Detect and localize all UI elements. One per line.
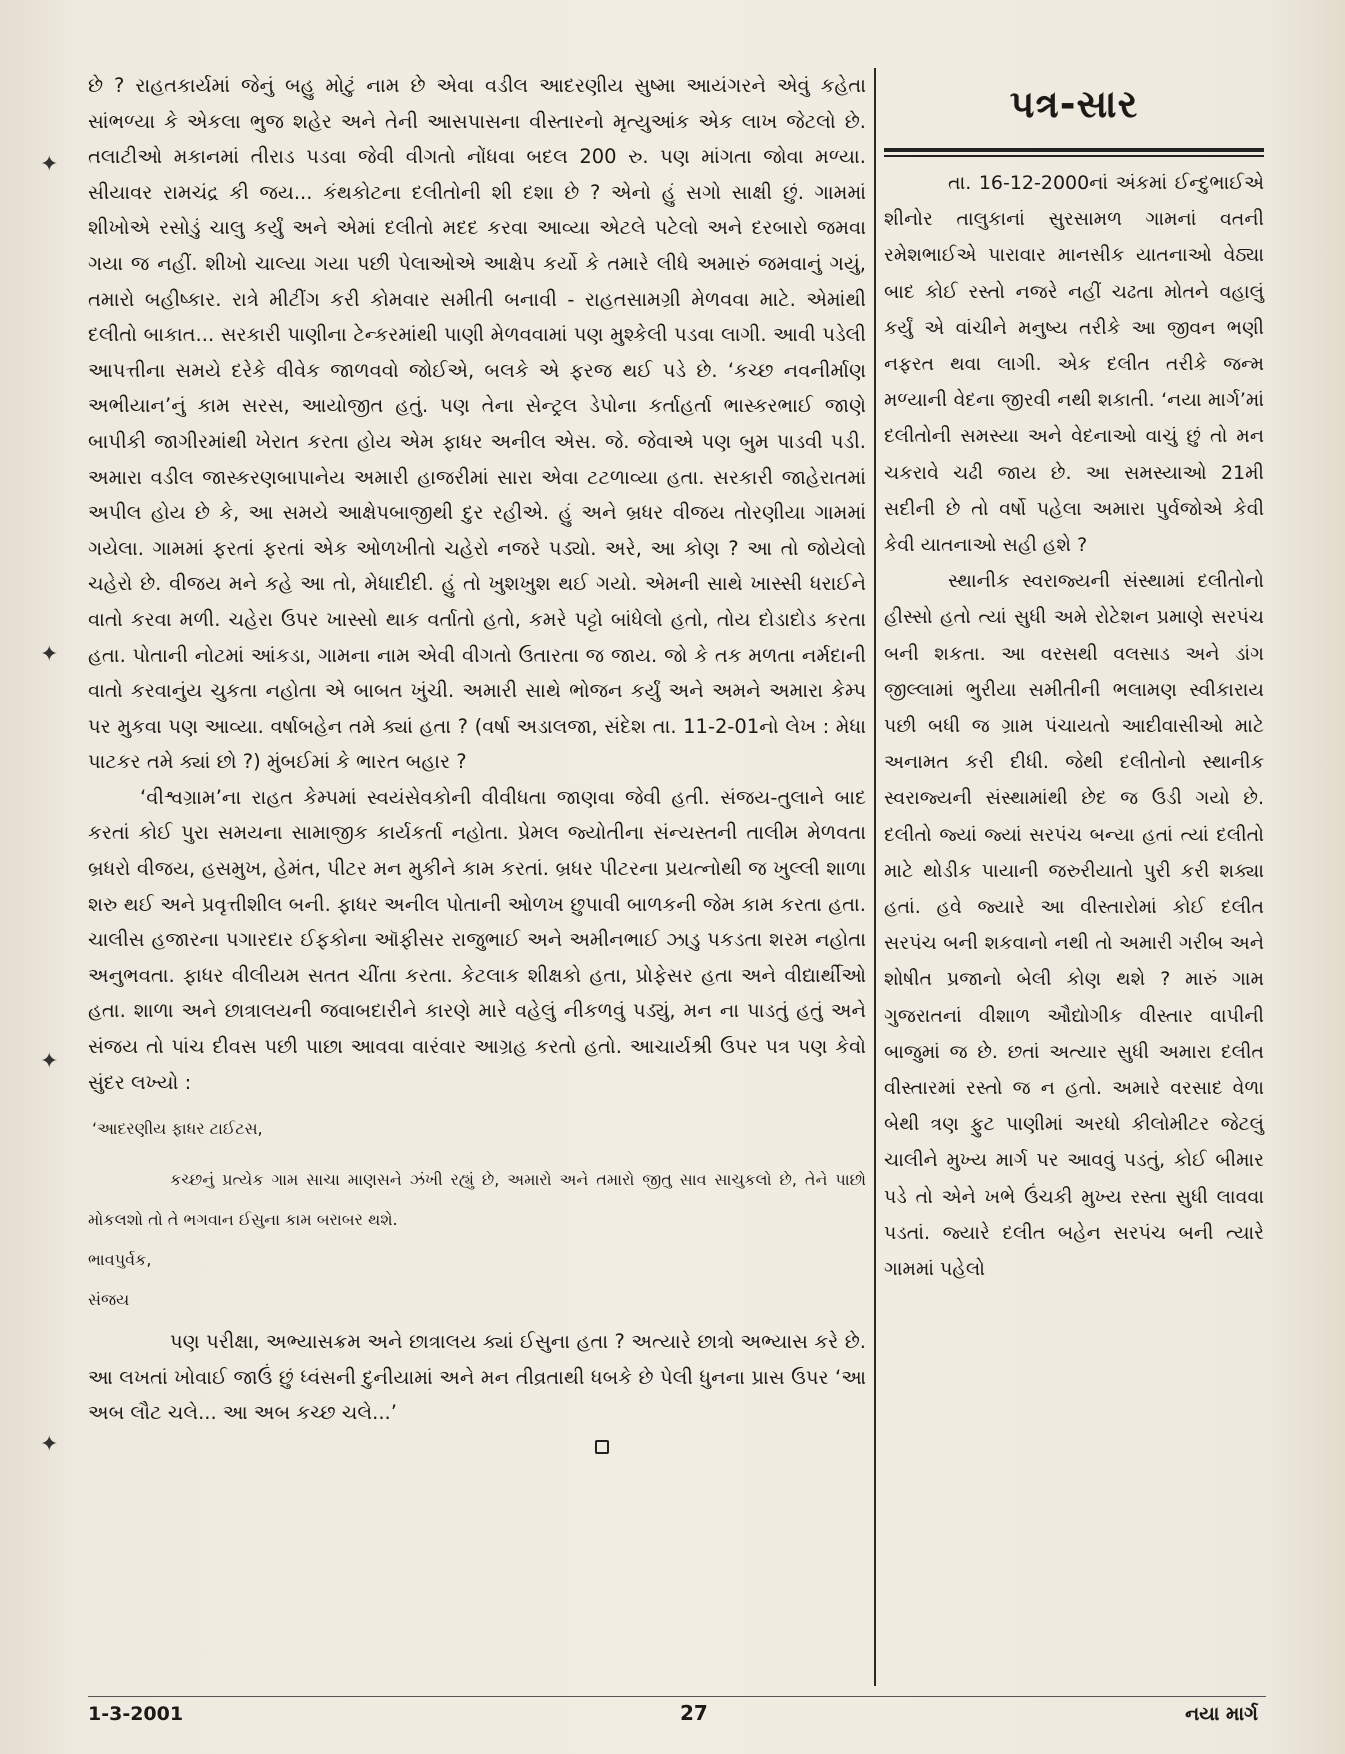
article-paragraph: ‘વીશ્વગ્રામ’ના રાહત કેમ્પમાં સ્વયંસેવકોની વીવીધતા જાણવા જેવી હતી. સંજય-તુલાને બાદ કરતાં કોઈ પુરા સમયના સામાજીક કાર્યકર્તા નહોતા. પ્રેમલ જ્યોતીના સંન્યસ્તની તાલીમ મેળવતા બ્રધરો વીજય, હસમુખ, હેમંત, પીટર મન મુકીને કામ કરતાં. બ્રધર પીટરના પ્રયત્નોથી જ ખુલ્લી શાળા શરુ થઈ અને પ્રવૃત્તીશીલ બની. ફાધર અનીલ પોતાની ઓળખ છુપાવી બાળકની જેમ કામ કરતા હતા. ચાલીસ હજારના પગારદાર ઈફકોના ઑફીસર રાજુભાઈ અને અમીનભાઈ ઝાડુ પકડતા શરમ નહોતા અનુભવતા. ફાધર વીલીયમ સતત ચીંતા કરતા. કેટલાક શીક્ષકો હતા, પ્રોફેસર હતા અને વીદ્યાર્થીઓ હતા. શાળા અને છાત્રાલયની જવાબદારીને કારણે મારે વહેલું નીકળવું પડ્યું, મન ના પાડતું હતું અને સંજય તો પાંચ દીવસ પછી પાછા આવવા વારંવાર આગ્રહ કરતો હતો. આચાર્યશ્રી ઉપર પત્ર પણ કેવો સુંદર લખ્યો :: [88, 785, 866, 1094]
title-rule: [884, 148, 1264, 152]
letter-salutation: ‘આદરણીય ફાધર ટાઈટસ,: [92, 1119, 263, 1139]
sidebar-column: [884, 68, 1264, 1287]
article-column: [88, 68, 866, 1459]
binding-hole-mark: ✦: [40, 1049, 59, 1074]
sidebar-title: પત્ર-સાર: [1009, 82, 1139, 126]
title-rule: [884, 155, 1264, 157]
binding-hole-mark: ✦: [40, 1432, 59, 1457]
letter-paragraph: સ્થાનીક સ્વરાજ્યની સંસ્થામાં દલીતોનો હીસ્સો હતો ત્યાં સુધી અમે રોટેશન પ્રમાણે સરપંચ બની શકતા. આ વરસથી વલસાડ અને ડાંગ જીલ્લામાં ભુરીયા સમીતીની ભલામણ સ્વીકારાય પછી બધી જ ગ્રામ પંચાયતો આદીવાસીઓ માટે અનામત કરી દીધી. જેથી દલીતોનો સ્થાનીક સ્વરાજ્યની સંસ્થામાંથી છેદ જ ઉડી ગયો છે. દલીતો જ્યાં જ્યાં સરપંચ બન્યા હતાં ત્યાં દલીતો માટે થોડીક પાયાની જરુરીયાતો પુરી કરી શક્યા હતાં. હવે જ્યારે આ વીસ્તારોમાં કોઈ દલીત સરપંચ બની શકવાનો નથી તો અમારી ગરીબ અને શોષીત પ્રજાનો બેલી કોણ થશે ? મારું ગામ ગુજરાતનાં વીશાળ ઔદ્યોગીક વીસ્તાર વાપીની બાજુમાં જ છે. છતાં અત્યાર સુધી અમારા દલીત વીસ્તારમાં રસ્તો જ ન હતો. અમારે વરસાદ વેળા બેથી ત્રણ ફુટ પાણીમાં અરધો કીલોમીટર જેટલું ચાલીને મુખ્ય માર્ગ પર આવવું પડતું, કોઈ બીમાર પડે તો એને ખભે ઉંચકી મુખ્ય રસ્તા સુધી લાવવા પડતાં. જ્યારે દલીત બહેન સરપંચ બની ત્યારે ગામમાં પહેલો: [884, 570, 1264, 1281]
letter-body: કચ્છનું પ્રત્યેક ગામ સાચા માણસને ઝંખી રહ્યું છે, અમારો અને તમારો જીતુ સાવ સાચુકલો છે, તેને પાછો મોકલશો તો તે ભગવાન ઈસુના કામ બરાબર થશે.: [88, 1170, 866, 1230]
end-square-icon: [595, 1440, 609, 1454]
page-footer: [88, 1703, 1268, 1733]
publication-name: નયા માર્ગ: [1185, 1703, 1258, 1725]
issue-date: 1-3-2001: [88, 1703, 184, 1725]
sidebar-text: [884, 165, 1264, 1287]
footer-rule: [88, 1696, 1266, 1697]
letter-paragraph: તા. 16-12-2000નાં અંકમાં ઈન્દુભાઈએ શીનોર તાલુકાનાં સુરસામળ ગામનાં વતની રમેશભાઈએ પારાવાર માનસીક યાતનાઓ વેઠ્યા બાદ કોઈ રસ્તો નજરે નહીં ચઢતા મોતને વહાલું કર્યું એ વાંચીને મનુષ્ય તરીકે આ જીવન ભણી નફરત થવા લાગી. એક દલીત તરીકે જન્મ મળ્યાની વેદના જીરવી નથી શકાતી. ‘નયા માર્ગ’માં દલીતોની સમસ્યા અને વેદનાઓ વાચું છું તો મન ચકરાવે ચઢી જાય છે. આ સમસ્યાઓ 21મી સદીની છે તો વર્ષો પહેલા અમારા પુર્વજોએ કેવી કેવી યાતનાઓ સહી હશે ?: [884, 172, 1264, 557]
column-divider: [874, 68, 876, 1686]
letter-closing: ભાવપુર્વક,: [88, 1250, 152, 1270]
article-paragraph: છે ? રાહતકાર્યમાં જેનું બહુ મોટું નામ છે એવા વડીલ આદરણીય સુષ્મા આયંગરને એવું કહેતા સાંભળ્યા કે એકલા ભુજ શહેર અને તેની આસપાસના વીસ્તારનો મૃત્યુઆંક એક લાખ જેટલો છે. તલાટીઓ મકાનમાં તીરાડ પડવા જેવી વીગતો નોંધવા બદલ 200 રુ. પણ માંગતા જોવા મળ્યા. સીયાવર રામચંદ્ર કી જય... કંથકોટના દલીતોની શી દશા છે ? એનો હું સગો સાક્ષી છું. ગામમાં શીખોએ રસોડું ચાલુ કર્યું અને એમાં દલીતો મદદ કરવા આવ્યા એટલે પટેલો અને દરબારો જમવા ગયા જ નહીં. શીખો ચાલ્યા ગયા પછી પેલાઓએ આક્ષેપ કર્યો કે તમારે લીધે અમારું જમવાનું ગયું, તમારો બહીષ્કાર. રાત્રે મીટીંગ કરી કોમવાર સમીતી બનાવી - રાહતસામગ્રી મેળવવા માટે. એમાંથી દલીતો બાકાત... સરકારી પાણીના ટેન્કરમાંથી પાણી મેળવવામાં પણ મુશ્કેલી પડવા લાગી. આવી પડેલી આપત્તીના સમયે દરેકે વીવેક જાળવવો જોઈએ, બલકે એ ફરજ થઈ પડે છે. ‘કચ્છ નવનીર્માણ અભીયાન’નું કામ સરસ, આયોજીત હતું. પણ તેના સેન્ટ્રલ ડેપોના કર્તાહર્તા ભાસ્કરભાઈ જાણે બાપીકી જાગીરમાંથી ખેરાત કરતા હોય એમ ફાધર અનીલ એસ. જે. જેવાએ પણ બુમ પાડવી પડી. અમારા વડીલ જાસ્કરણબાપાનેય અમારી હાજરીમાં સારા એવા ટટળાવ્યા હતા. સરકારી જાહેરાતમાં અપીલ હોય છે કે, આ સમયે આક્ષેપબાજીથી દુર રહીએ. હું અને બ્રધર વીજય તોરણીયા ગામમાં ગયેલા. ગામમાં ફરતાં ફરતાં એક ઓળખીતો ચહેરો નજરે પડ્યો. અરે, આ કોણ ? આ તો જોયેલો ચહેરો છે. વીજય મને કહે આ તો, મેધાદીદી. હું તો ખુશખુશ થઈ ગયો. એમની સાથે ખાસ્સી ધરાઈને વાતો કરવા મળી. ચહેરા ઉપર ખાસ્સો થાક વર્તાતો હતો, કમરે પટ્ટો બાંધેલો હતો, તોય દોડાદોડ કરતા હતા. પોતાની નોટમાં આંકડા, ગામના નામ એવી વીગતો ઉતારતા જ જાય. જો કે તક મળતા નર્મદાની વાતો કરવાનુંય ચુકતા નહોતા એ બાબત ખુંચી. અમારી સાથે ભોજન કર્યું અને અમને અમારા કેમ્પ પર મુકવા પણ આવ્યા. વર્ષાબહેન તમે ક્યાં હતા ? (વર્ષા અડાલજા, સંદેશ તા. 11-2-01નો લેખ : મેધા પાટકર તમે ક્યાં છો ?) મુંબઈમાં કે ભારત બહાર ?: [88, 74, 866, 774]
binding-hole-mark: ✦: [40, 642, 59, 667]
end-mark: [88, 1435, 866, 1459]
letter-signature: સંજય: [88, 1290, 130, 1310]
page-number: 27: [680, 1701, 708, 1725]
binding-hole-mark: ✦: [40, 152, 59, 177]
article-paragraph: પણ પરીક્ષા, અભ્યાસક્રમ અને છાત્રાલય ક્યાં ઈસુના હતા ? અત્યારે છાત્રો અભ્યાસ કરે છે. આ લખતાં ખોવાઈ જાઉં છું ધ્વંસની દુનીયામાં અને મન તીવ્રતાથી ધબકે છે પેલી ધુનના પ્રાસ ઉપર ‘આ અબ લૌટ ચલે... આ અબ કચ્છ ચલે...’: [88, 1330, 866, 1425]
